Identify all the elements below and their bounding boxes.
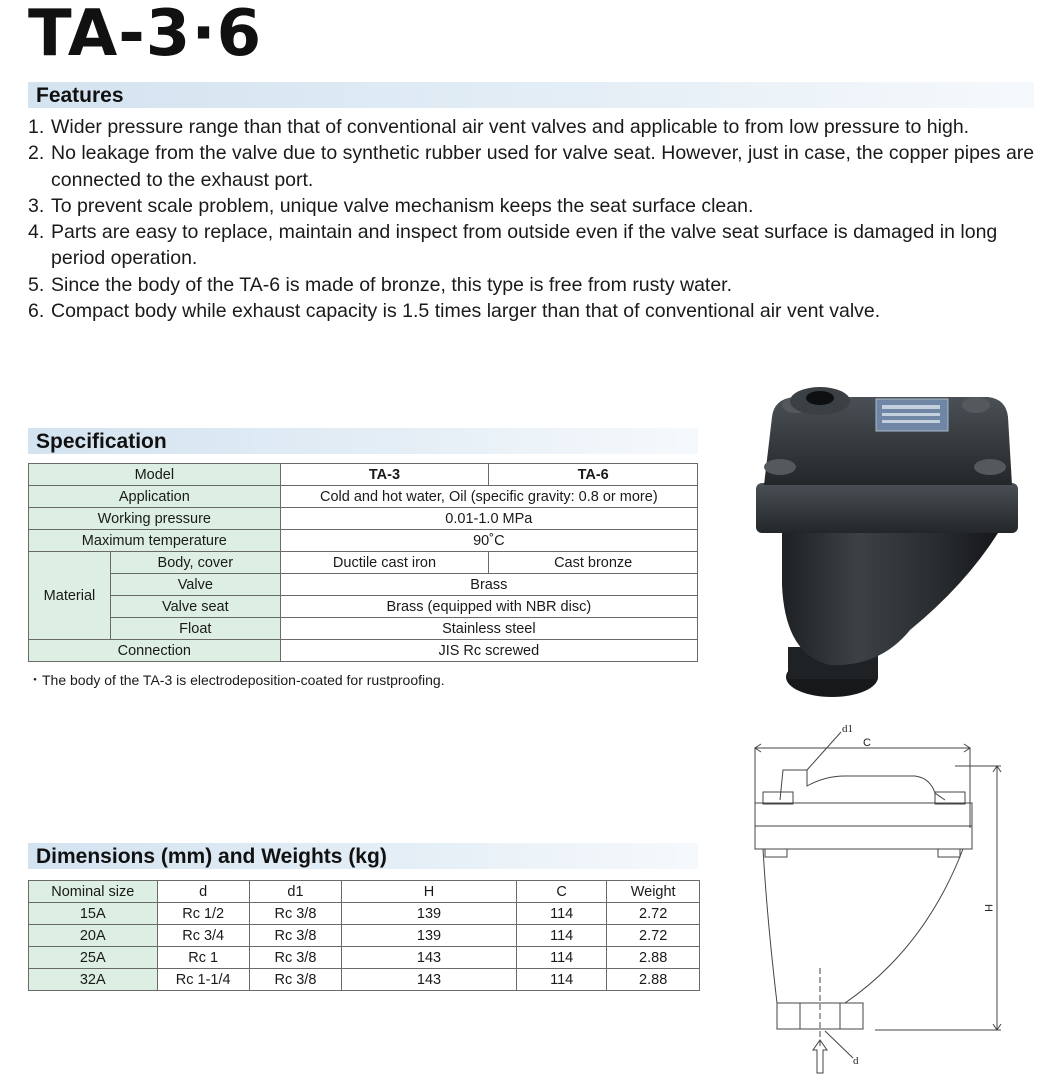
table-row: 20A Rc 3/4 Rc 3/8 139 114 2.72 [29,925,700,947]
table-row: Float Stainless steel [29,618,698,640]
table-row: Model TA-3 TA-6 [29,464,698,486]
specification-heading: Specification [28,428,698,454]
table-row: 32A Rc 1-1/4 Rc 3/8 143 114 2.88 [29,969,700,991]
feature-item: 2. No leakage from the valve due to synthetic rubber used for valve seat. However, just in case, the copper pipes are connected to the exhaust port. [28,142,1035,191]
feature-item: 1. Wider pressure range than that of conventional air vent valves and applicable to from low pressure to high. [28,116,970,138]
table-row: Working pressure 0.01-1.0 MPa [29,508,698,530]
d1-label: d1 [842,723,853,735]
feature-item: 6. Compact body while exhaust capacity is 1.5 times larger than that of conventional air vent valve. [28,300,881,323]
specification-table [28,463,698,662]
h-label: H [982,904,994,912]
table-row: 15A Rc 1/2 Rc 3/8 139 114 2.72 [29,903,700,925]
dimensions-table [28,880,700,991]
table-row: Connection JIS Rc screwed [29,640,698,662]
features-heading: Features [28,82,1034,108]
valve-photo [750,385,1025,700]
feature-item: 4. Parts are easy to replace, maintain and inspect from outside even if the valve seat surface is damaged in long period operation. [28,221,998,270]
table-row: Material Body, cover Ductile cast iron Cast bronze [29,552,698,574]
table-row: Application Cold and hot water, Oil (specific gravity: 0.8 or more) [29,486,698,508]
table-row: Valve seat Brass (equipped with NBR disc) [29,596,698,618]
features-list [28,114,1038,324]
table-row: 25A Rc 1 Rc 3/8 143 114 2.88 [29,947,700,969]
dimension-drawing [745,718,1010,1076]
spec-note: ・The body of the TA-3 is electrodeposition-coated for rustproofing. [28,672,445,688]
table-row: Nominal size d d1 H C Weight [29,881,700,903]
c-label: C [863,737,871,749]
feature-item: 3. To prevent scale problem, unique valve mechanism keeps the seat surface clean. [28,194,754,217]
d-label: d [853,1055,859,1067]
table-row: Valve Brass [29,574,698,596]
dimensions-heading: Dimensions (mm) and Weights (kg) [28,843,698,869]
page-title: TA-3·6 [28,0,263,71]
feature-item: 5. Since the body of the TA-6 is made of bronze, this type is free from rusty water. [28,273,733,296]
table-row: Maximum temperature 90˚C [29,530,698,552]
